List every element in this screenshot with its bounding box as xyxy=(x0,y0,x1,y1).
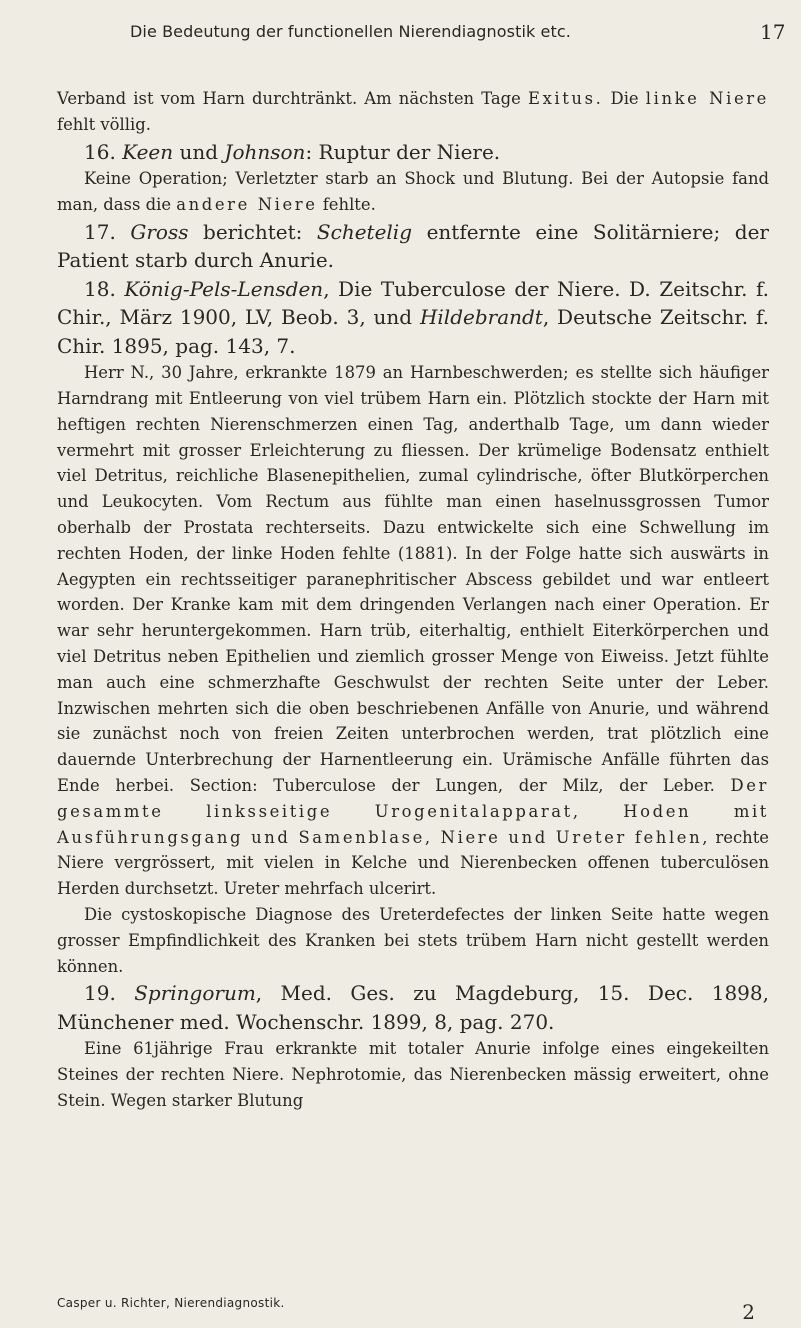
publisher-line: Casper u. Richter, Nierendiagnostik. xyxy=(57,1296,285,1310)
page-body xyxy=(57,86,769,1114)
case-number: 18. xyxy=(84,276,125,301)
case-number: 16. xyxy=(84,139,123,164)
paragraph-case-16 xyxy=(57,166,769,218)
text-span: fehlte. xyxy=(317,194,376,214)
page-footer xyxy=(57,1296,769,1322)
case-19-heading xyxy=(57,979,769,1036)
author-name: König-Pels-Lensden xyxy=(124,276,324,301)
text-span: entfernte eine Solitärniere; der Patient starb durch Anurie. xyxy=(57,219,769,273)
text-span: Verband ist vom Harn durchtränkt. Am nächsten Tage xyxy=(57,89,528,108)
running-title: Die Bedeutung der functionellen Nierendiagnostik etc. xyxy=(130,22,571,41)
spaced-text: Der gesammte linksseitige Urogenitalapparat, Hoden mit Ausführungsgang und Samenblase, Niere und Ureter fehlen, xyxy=(57,775,769,847)
page-header xyxy=(0,20,801,60)
author-name: Springorum xyxy=(134,981,256,1006)
author-name: Schetelig xyxy=(316,219,413,244)
text-span: Herr N., 30 Jahre, erkrankte 1879 an Harnbeschwerden; es stellte sich häufiger Harndrang mit Entleerung von viel trübem Harn ein. Plötzlich stockte der Harn mit heftigen rechten Nierenschmerzen einen Tag, anderthalb Tage, um dann wieder vermehrt mit grosser Erleichterung zu fliessen. Der krümelige Bodensatz enthielt viel Detritus, reichliche Blasenepithelien, zumal cylindrische, öfter Blutkörperchen und Leukocyten. Vom Rectum aus fühlte man einen haselnussgrossen Tumor oberhalb der Prostata rechterseits. Dazu entwickelte sich eine Schwellung im rechten Hoden, der linke Hoden fehlte (1881). In der Folge hatte sich auswärts in Aegypten ein rechtsseitiger paranephritischer Abscess gebildet und war entleert worden. Der Kranke kam mit dem dringenden Verlangen nach einer Operation. Er war sehr heruntergekommen. Harn trüb, eiterhaltig, enthielt Eiterkörperchen und viel Detritus neben Epithelien und ziemlich grosser Menge von Eiweiss. Jetzt fühlte man auch eine schmerzhafte Geschwulst der rechten Seite unter der Leber. Inzwischen mehrten sich die oben beschriebenen Anfälle von Anurie, und während sie zunächst noch von freien Zeiten unterbrochen werden, trat plötzlich eine dauernde Unterbrechung der Harnentleerung ein. Urämische Anfälle führten das Ende herbei. Section: Tuberculose der Lungen, der Milz, der Leber. xyxy=(57,363,769,795)
spaced-text: linke Niere xyxy=(645,89,769,108)
author-name: Hildebrandt xyxy=(419,305,543,330)
paragraph-case-18 xyxy=(57,360,769,902)
paragraph-case-18-diagnosis: Die cystoskopische Diagnose des Ureterdefectes der linken Seite hatte wegen grosser Empfindlichkeit des Kranken bei stets trübem Harn nicht gestellt werden können. xyxy=(57,904,769,976)
page-number: 17 xyxy=(760,20,786,44)
spaced-text: andere Niere xyxy=(176,194,318,214)
case-number: 19. xyxy=(84,981,135,1006)
paragraph-case-19: Eine 61jährige Frau erkrankte mit totaler Anurie infolge eines eingekeilten Steines der rechten Niere. Nephrotomie, das Nierenbecken mässig erweitert, ohne Stein. Wegen starker Blutung xyxy=(57,1039,769,1110)
spaced-text: Exitus. xyxy=(528,89,604,108)
citation-text: , Med. Ges. zu Magdeburg, 15. Dec. 1898, Münchener med. Wochenschr. 1899, 8, pag. 270. xyxy=(57,981,769,1034)
author-name: Keen xyxy=(122,139,174,164)
signature-mark: 2 xyxy=(742,1300,755,1324)
text-span: und xyxy=(173,139,225,164)
paragraph-case-15-end xyxy=(57,86,769,138)
text-span: Die xyxy=(603,89,646,108)
citation-text: , Die Tuberculose der Niere. D. Zeitschr. f. Chir., März 1900, LV, Beob. 3, und xyxy=(57,276,769,330)
text-span: berichtet: xyxy=(188,219,317,244)
case-16-heading xyxy=(57,138,769,167)
citation-text: , Deutsche Zeitschr. f. Chir. 1895, pag. 143, 7. xyxy=(57,305,769,358)
text-span: rechte Niere vergrössert, mit vielen in Kelche und Nierenbecken offenen tuberculösen Herden durchsetzt. Ureter mehrfach ulcerirt. xyxy=(57,827,769,899)
author-name: Gross xyxy=(130,219,189,244)
case-number: 17. xyxy=(84,219,131,244)
author-name: Johnson xyxy=(224,139,306,164)
case-17-heading xyxy=(57,218,769,275)
text-span: Keine Operation; Verletzter starb an Shock und Blutung. Bei der Autopsie fand man, dass die xyxy=(57,169,769,214)
case-18-heading xyxy=(57,275,769,361)
text-span: fehlt völlig. xyxy=(57,114,151,134)
case-title: : Ruptur der Niere. xyxy=(305,139,501,164)
